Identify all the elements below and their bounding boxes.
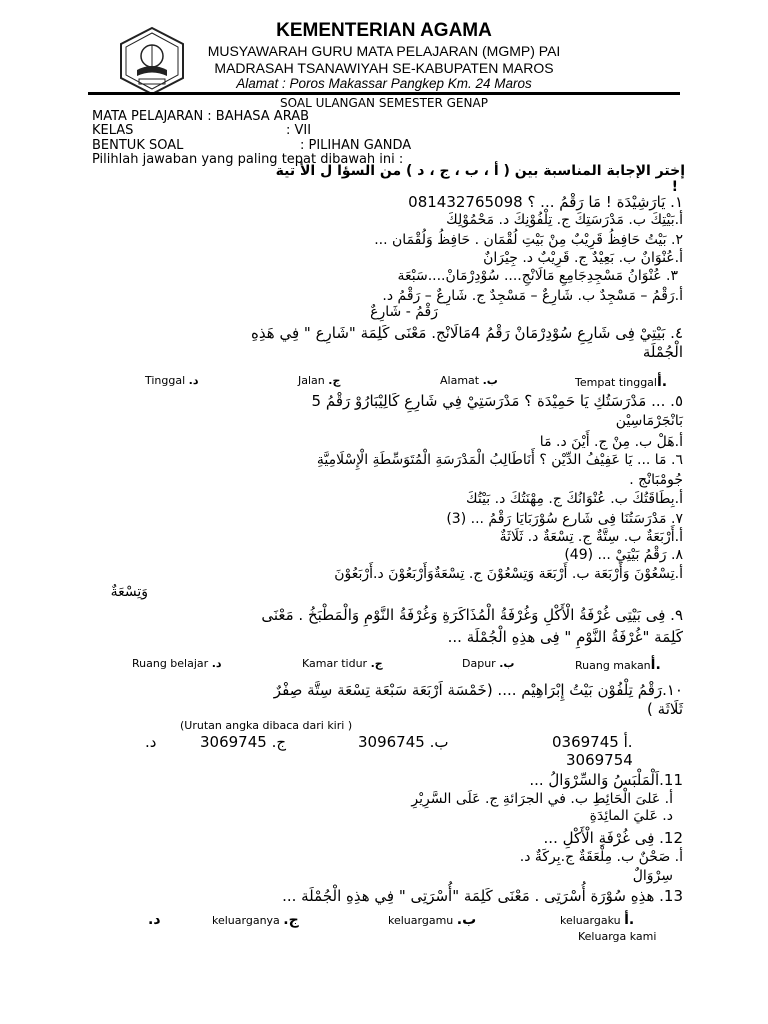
- class-value: : VII: [286, 123, 312, 138]
- question-3-options: أ.رَقْمُ – مَسْجِدٌ ب. شَارِعٌ – مَسْجِدٌ ج. شَارِعٌ – رَقْمُ د.: [382, 288, 683, 304]
- question-8-options-cont: وَتِسْعَةٌ: [110, 584, 148, 600]
- question-10-note: (Urutan angka dibaca dari kiri ): [180, 719, 353, 732]
- question-type-value: : PILIHAN GANDA: [300, 138, 412, 153]
- question-13-option-d: Keluarga kami: [578, 930, 657, 943]
- question-9: ٩. فِى بَيْتِى غُرْفَةُ الْأَكْلِ وَغُرْفَةُ الْمُذَاكَرَةِ وَغُرْفَةُ النَّوْمِ وَالْمَطْبَخُ . مَعْنَى: [261, 606, 683, 624]
- arabic-instruction: إختر الإجابة المناسبة بين ( أ ، ب ، ج ، د ) من السؤا ل الأ تية: [275, 163, 685, 179]
- question-13-option-d-mark: .د: [148, 912, 161, 928]
- question-4: ٤. بَيْتِيْ فِى شَارِعِ سُوْدِرْمَانْ رَقْمُ 4مَالَانْج. مَعْنَى كَلِمَة "شَارِع " فِي هَذِهِ: [251, 324, 683, 342]
- question-7: ٧. مَدْرَسَتُنَا فِى شَارع سُوْرَبَايَا رَقْمُ ... (3): [446, 511, 683, 527]
- question-5: ٥. ... مَدْرَسَتُكِ يَا حَمِيْدَة ؟ مَدْرَسَتِيْ فِي شَارِعِ كَالِيْبَارُوْ رَقْمُ 5: [311, 392, 683, 410]
- subject: MATA PELAJARAN : BAHASA ARAB: [92, 109, 310, 124]
- question-4-option-d: Tinggal .د: [145, 374, 199, 387]
- question-12-options-cont: سِرْوَالٌ: [632, 868, 673, 884]
- header-title: KEMENTERIAN AGAMA: [276, 20, 492, 41]
- question-10-option-d-value: 3069754: [566, 751, 633, 769]
- question-1-options: أ.بَيْتِكَ ب. مَدْرَسَتِكَ ج. تِلْفُوْنِكَ د. مَحْمُوْلِكَ: [446, 212, 683, 228]
- header-rule: [88, 92, 680, 95]
- question-2-options: أ.عُنْوَانٌ ب. بَعِيْدٌ ج. قَرِيْبٌ د. جِيْرَانٌ: [483, 250, 683, 266]
- question-4-option-b: Alamat .ب: [440, 374, 498, 387]
- question-3-options-cont: رَقْمُ - شَارِعٌ: [370, 304, 438, 320]
- question-12-options: أ. صَحْنٌ ب. مِلْعَقَةٌ ج.بِركَةٌ د.: [519, 849, 683, 865]
- question-10-option-d: .د: [145, 733, 157, 751]
- question-13-option-a: keluargaku أ.: [560, 912, 635, 928]
- header-line2: MADRASAH TSANAWIYAH SE-KABUPATEN MAROS: [214, 60, 554, 76]
- question-10: ١٠.رَقْمُ تِلْفُوْن بَيْتُ إِبْرَاهِيْم .... (خَمْسَة اَرْبَعَة سَبْعَة تِسْعَة سِتَّة صِفْرٌ: [273, 681, 683, 699]
- question-9-option-a: Ruang makanأ.: [575, 657, 661, 673]
- question-8-options: أ.تِسْعُوْنَ وَأَرْبَعَة ب. أَرْبَعَة وَتِسْعُوْنَ ج. تِسْعَةٌوَأَرْبَعُوْنَ د.أَرْبَعُوْنَ: [334, 566, 683, 582]
- question-13-option-b: keluargamu .ب: [388, 912, 477, 928]
- question-13-option-c: keluarganya .ج: [212, 912, 299, 928]
- question-10-option-c: 3069745 .ج: [200, 733, 287, 751]
- question-9-option-b: Dapur .ب: [462, 657, 515, 670]
- question-2: ٢. بَيْتُ حَافِظُ قَرِيْبٌ مِنْ بَيْتِ لُقْمَان . حَافِظُ وَلُقْمَان ...: [374, 232, 683, 248]
- question-12: 12. فِى غُرْفَةِ الْأَكْلِ ...: [543, 829, 683, 847]
- question-7-options: أ.أَرْبَعَةٌ ب. سِتَّةٌ ج. تِسْعَةٌ د. ثَلَاثَةٌ: [499, 529, 683, 545]
- question-4-cont: الْجُمْلَة: [642, 343, 683, 361]
- question-4-option-c: Jalan .ج: [298, 374, 341, 387]
- question-10-option-a: 0369745 أ.: [552, 733, 633, 751]
- question-4-option-a: Tempat tinggalأ.: [575, 374, 668, 390]
- question-11: 11.اَلْمَلْبَسُ وَالسِّرْوَالُ ...: [529, 771, 683, 789]
- question-5-options: أ.هَلْ ب. مِنْ ج. أَيْنَ د. مَا: [539, 434, 683, 450]
- instruction: Pilihlah jawaban yang paling tepat dibawah ini :: [92, 152, 404, 167]
- exam-title: SOAL ULANGAN SEMESTER GENAP: [280, 96, 488, 110]
- question-11-options: أ. عَلىَ الْحَائِطِ ب. في الجرَائةِ ج. عَلَى السَّرِيْرِ: [411, 791, 673, 807]
- question-13: 13. هذِهِ سُوْرَة أُسْرَتِى . مَعْنَى كَلِمَة "أُسْرَتِى " فِي هذِهِ الْجُمْلَة ...: [282, 887, 683, 905]
- header-address: Alamat : Poros Makassar Pangkep Km. 24 Maros: [236, 76, 532, 91]
- question-8: ٨. رَقْمُ بَيْتِيْ ... (49): [564, 547, 683, 563]
- question-10-option-b: 3096745 .ب: [358, 733, 449, 751]
- question-9-option-c: Kamar tidur .ج: [302, 657, 383, 670]
- class-label: KELAS: [92, 123, 134, 138]
- question-5-cont: بَانْجَرْمَاسِيْن: [615, 413, 683, 429]
- question-1: ١. يَارَشِيْدَة ! مَا رَقْمُ ... ؟ 081432765098: [408, 193, 683, 211]
- question-11-options-cont: د. عَليَ المائِدَةِ: [589, 808, 673, 824]
- question-6: ٦. مَا ... يَا عَفِيْفُ الدِّيْن ؟ أَنَاطَالِبُ الْمَدْرَسَةِ الْمُتَوَسِّطَةِ الْإِسْلَامِيَّةِ: [316, 452, 683, 468]
- question-6-options: أ.بِطَاقَتُكَ ب. عُنْوَانُكَ ج. مِهْنَتُكَ د. بَيْتُكَ: [466, 491, 683, 507]
- question-6-cont: جُومْبَانْج .: [629, 472, 683, 488]
- question-9-cont: كَلِمَة "غُرْفَةُ النَّوْمِ " فِى هذِهِ الْجُمْلَة ...: [447, 628, 683, 646]
- question-10-cont: ثَلَاثَة ): [647, 700, 683, 718]
- question-type-label: BENTUK SOAL: [92, 138, 184, 153]
- header-line1: MUSYAWARAH GURU MATA PELAJARAN (MGMP) PAI: [207, 43, 561, 59]
- arabic-instruction-cont: !: [671, 179, 678, 195]
- question-3: ٣. عُنْوَانُ مَسْجِدِجَامِعِ مَالَانْجِ.... سُوْدِرْمَانْ....سَبْعَة: [397, 268, 678, 284]
- question-9-option-d: Ruang belajar .د: [132, 657, 222, 670]
